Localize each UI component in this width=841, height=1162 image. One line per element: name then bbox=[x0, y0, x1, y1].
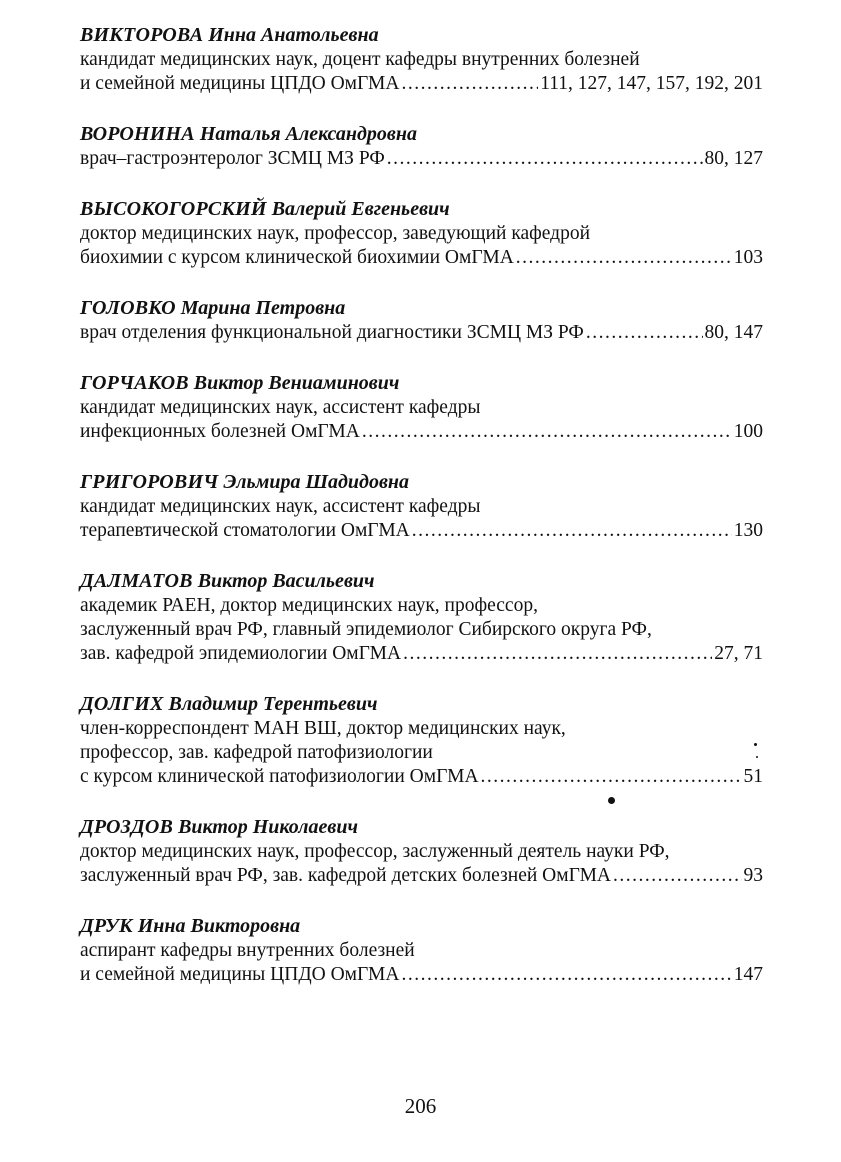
author-description-line: заслуженный врач РФ, главный эпидемиолог Сибирского округа РФ, bbox=[80, 619, 652, 640]
dot-leader bbox=[362, 420, 732, 444]
author-description-last-line bbox=[80, 246, 763, 270]
author-entry bbox=[80, 196, 770, 270]
author-surname: ДРУК bbox=[80, 915, 133, 937]
author-index-list bbox=[80, 22, 770, 1012]
author-name bbox=[80, 913, 770, 939]
author-given-names: Виктор Николаевич bbox=[178, 816, 358, 838]
author-description-text: и семейной медицины ЦПДО ОмГМА bbox=[80, 73, 400, 94]
author-surname: ВЫСОКОГОРСКИЙ bbox=[80, 198, 267, 220]
author-surname: ГОРЧАКОВ bbox=[80, 372, 189, 394]
author-description-last-line bbox=[80, 519, 763, 543]
author-given-names: Валерий Евгеньевич bbox=[271, 198, 450, 220]
page-references: 80, 147 bbox=[704, 322, 763, 343]
author-name bbox=[80, 370, 770, 396]
print-speck bbox=[608, 797, 615, 804]
dot-leader bbox=[516, 246, 732, 270]
author-description-line: член-корреспондент МАН ВШ, доктор медицинских наук, bbox=[80, 718, 566, 739]
author-given-names: Инна Викторовна bbox=[137, 915, 301, 937]
author-description-text: и семейной медицины ЦПДО ОмГМА bbox=[80, 964, 400, 985]
author-description-text: врач отделения функциональной диагностики ЗСМЦ МЗ РФ bbox=[80, 322, 584, 343]
author-description-last-line bbox=[80, 147, 763, 171]
dot-leader bbox=[387, 147, 703, 171]
author-description-text: зав. кафедрой эпидемиологии ОмГМА bbox=[80, 643, 402, 664]
author-entry bbox=[80, 121, 770, 171]
author-description-text: терапевтической стоматологии ОмГМА bbox=[80, 520, 410, 541]
print-speck bbox=[756, 756, 758, 758]
author-description-last-line bbox=[80, 765, 763, 789]
author-entry bbox=[80, 22, 770, 96]
dot-leader bbox=[481, 765, 742, 789]
page-references: 147 bbox=[733, 964, 763, 985]
author-entry bbox=[80, 913, 770, 987]
author-description-line: кандидат медицинских наук, ассистент кафедры bbox=[80, 496, 481, 517]
page-references: 93 bbox=[743, 865, 763, 886]
author-name bbox=[80, 22, 770, 48]
dot-leader bbox=[403, 642, 712, 666]
author-description-last-line bbox=[80, 642, 763, 666]
author-surname: ВОРОНИНА bbox=[80, 123, 195, 145]
author-description-last-line bbox=[80, 420, 763, 444]
page-references: 111, 127, 147, 157, 192, 201 bbox=[540, 73, 763, 94]
author-surname: ДРОЗДОВ bbox=[80, 816, 174, 838]
page-number: 206 bbox=[404, 1094, 437, 1118]
author-name bbox=[80, 568, 770, 594]
author-entry bbox=[80, 370, 770, 444]
author-description-line: кандидат медицинских наук, ассистент кафедры bbox=[80, 397, 481, 418]
author-name bbox=[80, 121, 770, 147]
author-name bbox=[80, 196, 770, 222]
page-references: 51 bbox=[743, 766, 763, 787]
author-given-names: Инна Анатольевна bbox=[208, 24, 379, 46]
author-name bbox=[80, 691, 770, 717]
author-description-last-line bbox=[80, 321, 763, 345]
page-references: 130 bbox=[733, 520, 763, 541]
author-description-last-line bbox=[80, 72, 763, 96]
author-name bbox=[80, 814, 770, 840]
print-speck bbox=[754, 743, 757, 746]
author-given-names: Наталья Александровна bbox=[199, 123, 417, 145]
author-entry bbox=[80, 691, 770, 789]
author-description-last-line bbox=[80, 864, 763, 888]
author-description-text: заслуженный врач РФ, зав. кафедрой детских болезней ОмГМА bbox=[80, 865, 612, 886]
author-description-line: доктор медицинских наук, профессор, заведующий кафедрой bbox=[80, 223, 591, 244]
page-references: 80, 127 bbox=[704, 148, 763, 169]
dot-leader bbox=[401, 72, 538, 96]
author-entry bbox=[80, 295, 770, 345]
author-entry bbox=[80, 568, 770, 666]
author-description-last-line bbox=[80, 963, 763, 987]
dot-leader bbox=[412, 519, 732, 543]
author-description-text: врач–гастроэнтеролог ЗСМЦ МЗ РФ bbox=[80, 148, 385, 169]
page-references: 103 bbox=[733, 247, 763, 268]
author-description-line: кандидат медицинских наук, доцент кафедры внутренних болезней bbox=[80, 49, 640, 70]
author-name bbox=[80, 469, 770, 495]
author-surname: ГРИГОРОВИЧ bbox=[80, 471, 219, 493]
author-description-line: аспирант кафедры внутренних болезней bbox=[80, 940, 415, 961]
author-surname: ДОЛГИХ bbox=[80, 693, 164, 715]
author-given-names: Эльмира Шадидовна bbox=[223, 471, 410, 493]
author-name bbox=[80, 295, 770, 321]
author-given-names: Виктор Вениаминович bbox=[193, 372, 400, 394]
author-given-names: Владимир Терентьевич bbox=[168, 693, 378, 715]
author-given-names: Виктор Васильевич bbox=[197, 570, 375, 592]
author-description-line: академик РАЕН, доктор медицинских наук, профессор, bbox=[80, 595, 538, 616]
author-surname: ГОЛОВКО bbox=[80, 297, 176, 319]
author-entry bbox=[80, 814, 770, 888]
author-description-line: доктор медицинских наук, профессор, заслуженный деятель науки РФ, bbox=[80, 841, 670, 862]
author-description-text: биохимии с курсом клинической биохимии ОмГМА bbox=[80, 247, 514, 268]
author-surname: ВИКТОРОВА bbox=[80, 24, 204, 46]
author-description-text: инфекционных болезней ОмГМА bbox=[80, 421, 360, 442]
dot-leader bbox=[613, 864, 741, 888]
author-surname: ДАЛМАТОВ bbox=[80, 570, 193, 592]
dot-leader bbox=[586, 321, 703, 345]
page-references: 27, 71 bbox=[714, 643, 763, 664]
author-description-text: с курсом клинической патофизиологии ОмГМА bbox=[80, 766, 479, 787]
author-given-names: Марина Петровна bbox=[180, 297, 346, 319]
page-references: 100 bbox=[733, 421, 763, 442]
author-entry bbox=[80, 469, 770, 543]
author-description-line: профессор, зав. кафедрой патофизиологии bbox=[80, 742, 433, 763]
dot-leader bbox=[401, 963, 731, 987]
